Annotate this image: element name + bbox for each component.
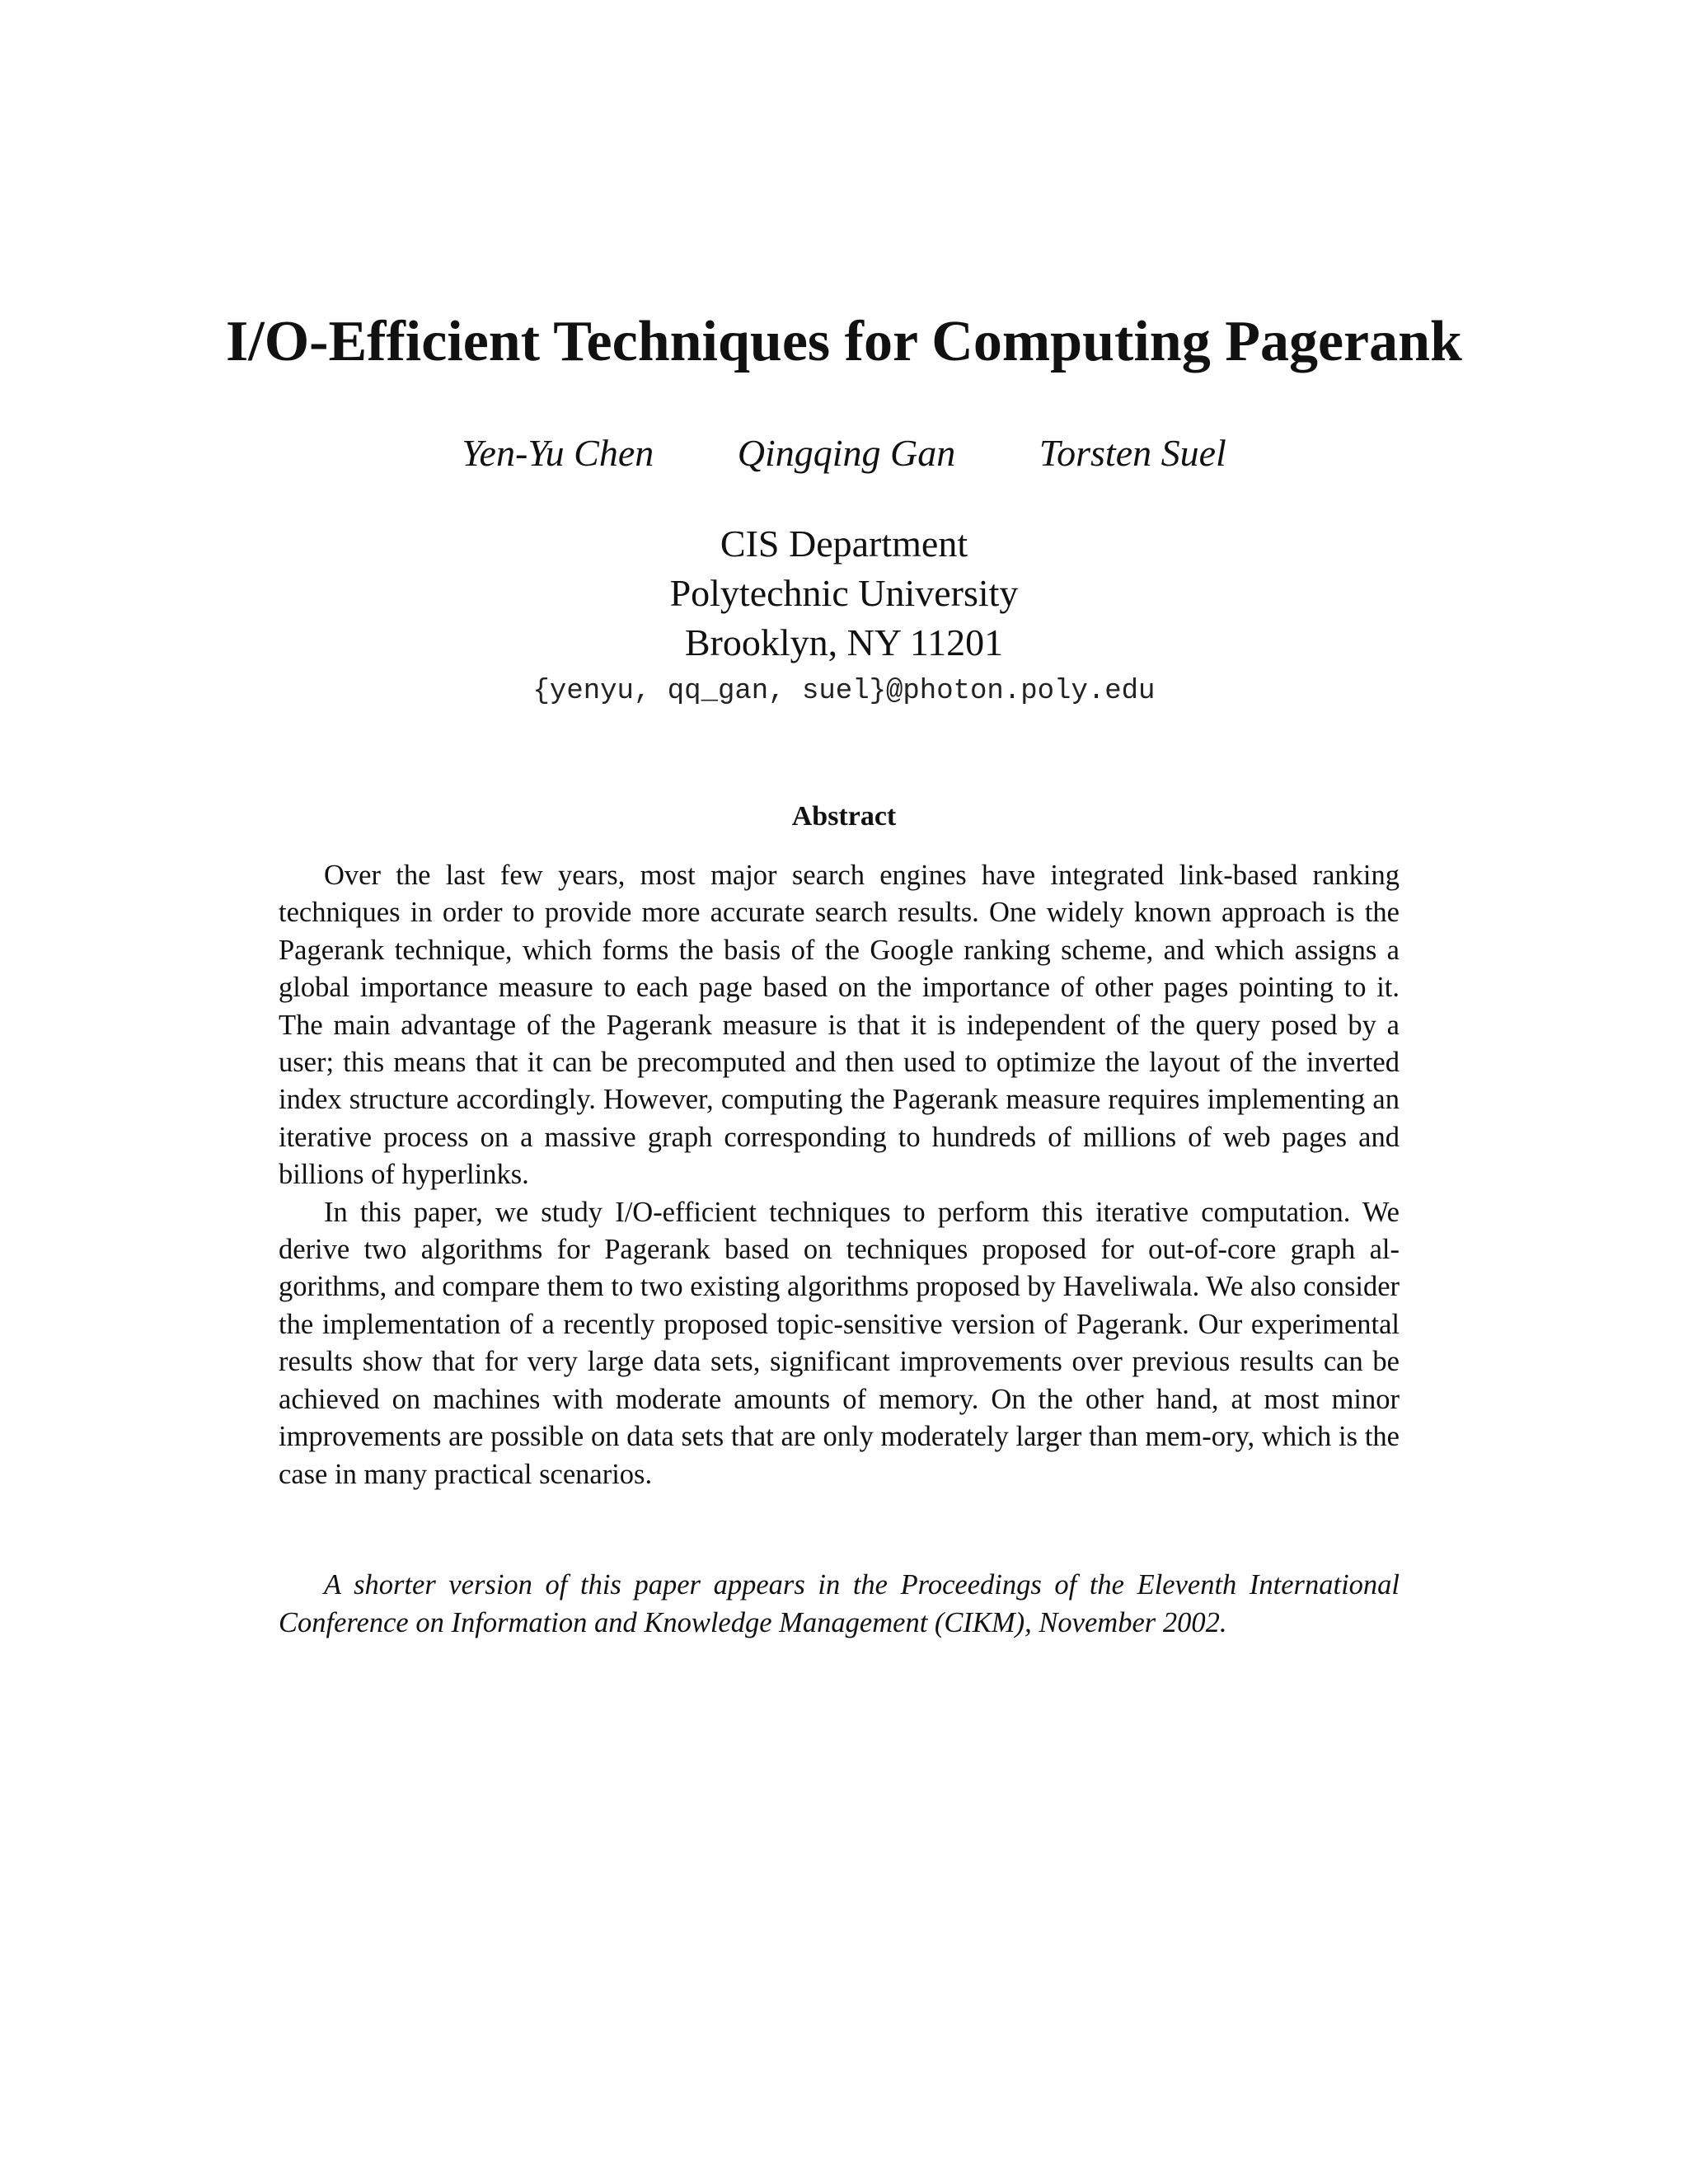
affiliation-location: Brooklyn, NY 11201 (684, 621, 1004, 663)
affiliation-block (0, 519, 1688, 668)
publication-note: A shorter version of this paper appears in the Proceedings of the Eleventh International Conference on Information and Knowledge Management (CIKM), November 2002. (279, 1569, 1400, 1638)
affiliation-department: CIS Department (720, 523, 968, 565)
author-name: Yen-Yu Chen (462, 432, 654, 474)
abstract-body (279, 857, 1400, 1493)
author-name: Qingqing Gan (737, 432, 956, 474)
author-email: {yenyu, qq_gan, suel}@photon.poly.edu (532, 676, 1156, 707)
author-name: Torsten Suel (1039, 432, 1226, 474)
abstract-paragraph: In this paper, we study I/O-efficient techniques to perform this iterative computation. We derive two algorithms for Pagerank based on techniques proposed for out-of-core graph al-gorithms, and compare them to two existing algorithms proposed by Haveliwala. We also consider the implementation of a recently proposed topic-sensitive version of Pagerank. Our experimental results show that for very large data sets, significant improvements over previous results can be achieved on machines with moderate amounts of memory. On the other hand, at most minor improvements are possible on data sets that are only moderately larger than mem-ory, which is the case in many practical scenarios. (279, 1196, 1400, 1490)
author-list (0, 429, 1688, 478)
paper-title: I/O-Efficient Techniques for Computing Pagerank (226, 310, 1462, 373)
abstract-paragraph: Over the last few years, most major search engines have integrated link-based ranking techniques in order to provide more accurate search results. One widely known approach is the Pagerank technique, which forms the basis of the Google ranking scheme, and which assigns a global importance measure to each page based on the importance of other pages pointing to it. The main advantage of the Pagerank measure is that it is independent of the query posed by a user; this means that it can be precomputed and then used to optimize the layout of the inverted index structure accordingly. However, computing the Pagerank measure requires implementing an iterative process on a massive graph corresponding to hundreds of millions of web pages and billions of hyperlinks. (279, 860, 1400, 1191)
affiliation-university: Polytechnic University (669, 572, 1019, 614)
abstract-heading: Abstract (791, 801, 897, 832)
